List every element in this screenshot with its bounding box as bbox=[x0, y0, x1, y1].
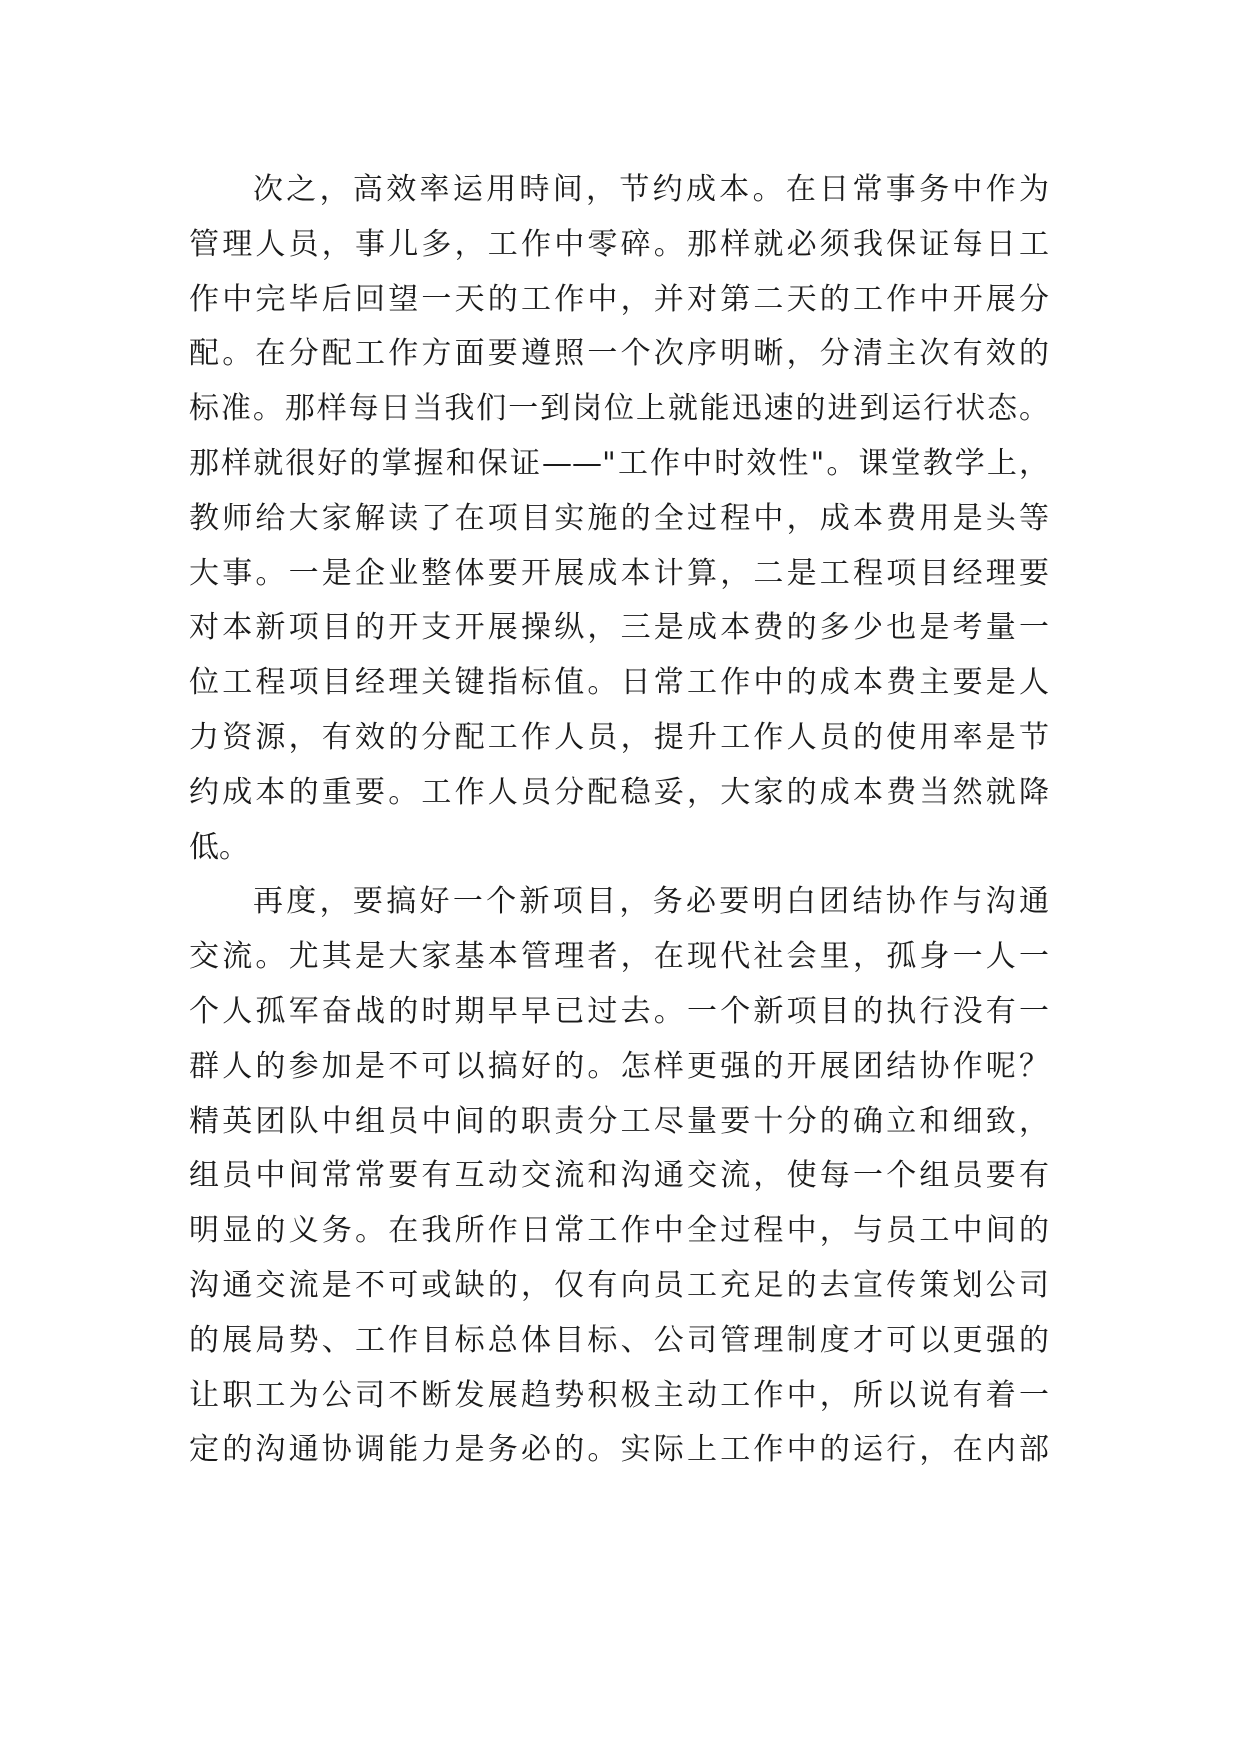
text-line: 标准。那样每日当我们一到岗位上就能迅速的进到运行状态。 bbox=[189, 391, 1049, 427]
text-line: 位工程项目经理关键指标值。日常工作中的成本费主要是人 bbox=[189, 665, 1049, 701]
text-line: 再度，要搞好一个新项目，务必要明白团结协作与沟通 bbox=[253, 884, 1049, 920]
text-line: 对本新项目的开支开展操纵，三是成本费的多少也是考量一 bbox=[189, 610, 1049, 646]
paragraph-cost-efficiency bbox=[189, 163, 1049, 875]
text-line: 那样就很好的掌握和保证——"工作中时效性"。课堂教学上， bbox=[189, 445, 1049, 481]
text-line: 低。 bbox=[189, 829, 249, 865]
text-line: 教师给大家解读了在项目实施的全过程中，成本费用是头等 bbox=[189, 500, 1049, 536]
text-line: 交流。尤其是大家基本管理者，在现代社会里，孤身一人一 bbox=[189, 939, 1049, 975]
text-line: 管理人员，事儿多，工作中零碎。那样就必须我保证每日工 bbox=[189, 226, 1049, 262]
text-line: 组员中间常常要有互动交流和沟通交流，使每一个组员要有 bbox=[189, 1158, 1049, 1194]
text-line: 大事。一是企业整体要开展成本计算，二是工程项目经理要 bbox=[189, 555, 1049, 591]
text-line: 让职工为公司不断发展趋势积极主动工作中，所以说有着一 bbox=[189, 1377, 1049, 1413]
text-line: 个人孤军奋战的时期早早已过去。一个新项目的执行没有一 bbox=[189, 993, 1049, 1029]
text-line: 沟通交流是不可或缺的，仅有向员工充足的去宣传策划公司 bbox=[189, 1267, 1049, 1303]
text-line: 精英团队中组员中间的职责分工尽量要十分的确立和细致， bbox=[189, 1103, 1049, 1139]
document-body bbox=[189, 163, 1049, 1478]
text-line: 力资源，有效的分配工作人员，提升工作人员的使用率是节 bbox=[189, 719, 1049, 755]
text-line: 明显的义务。在我所作日常工作中全过程中，与员工中间的 bbox=[189, 1213, 1049, 1249]
text-line: 定的沟通协调能力是务必的。实际上工作中的运行，在内部 bbox=[189, 1432, 1049, 1468]
text-line: 的展局势、工作目标总体目标、公司管理制度才可以更强的 bbox=[189, 1322, 1049, 1358]
text-line: 约成本的重要。工作人员分配稳妥，大家的成本费当然就降 bbox=[189, 774, 1049, 810]
text-line: 配。在分配工作方面要遵照一个次序明晰，分清主次有效的 bbox=[189, 336, 1049, 372]
text-line: 作中完毕后回望一天的工作中，并对第二天的工作中开展分 bbox=[189, 281, 1049, 317]
paragraph-teamwork-communication bbox=[189, 875, 1049, 1478]
text-line: 次之，高效率运用時间，节约成本。在日常事务中作为 bbox=[253, 172, 1049, 207]
text-line: 群人的参加是不可以搞好的。怎样更强的开展团结协作呢？ bbox=[189, 1048, 1049, 1084]
